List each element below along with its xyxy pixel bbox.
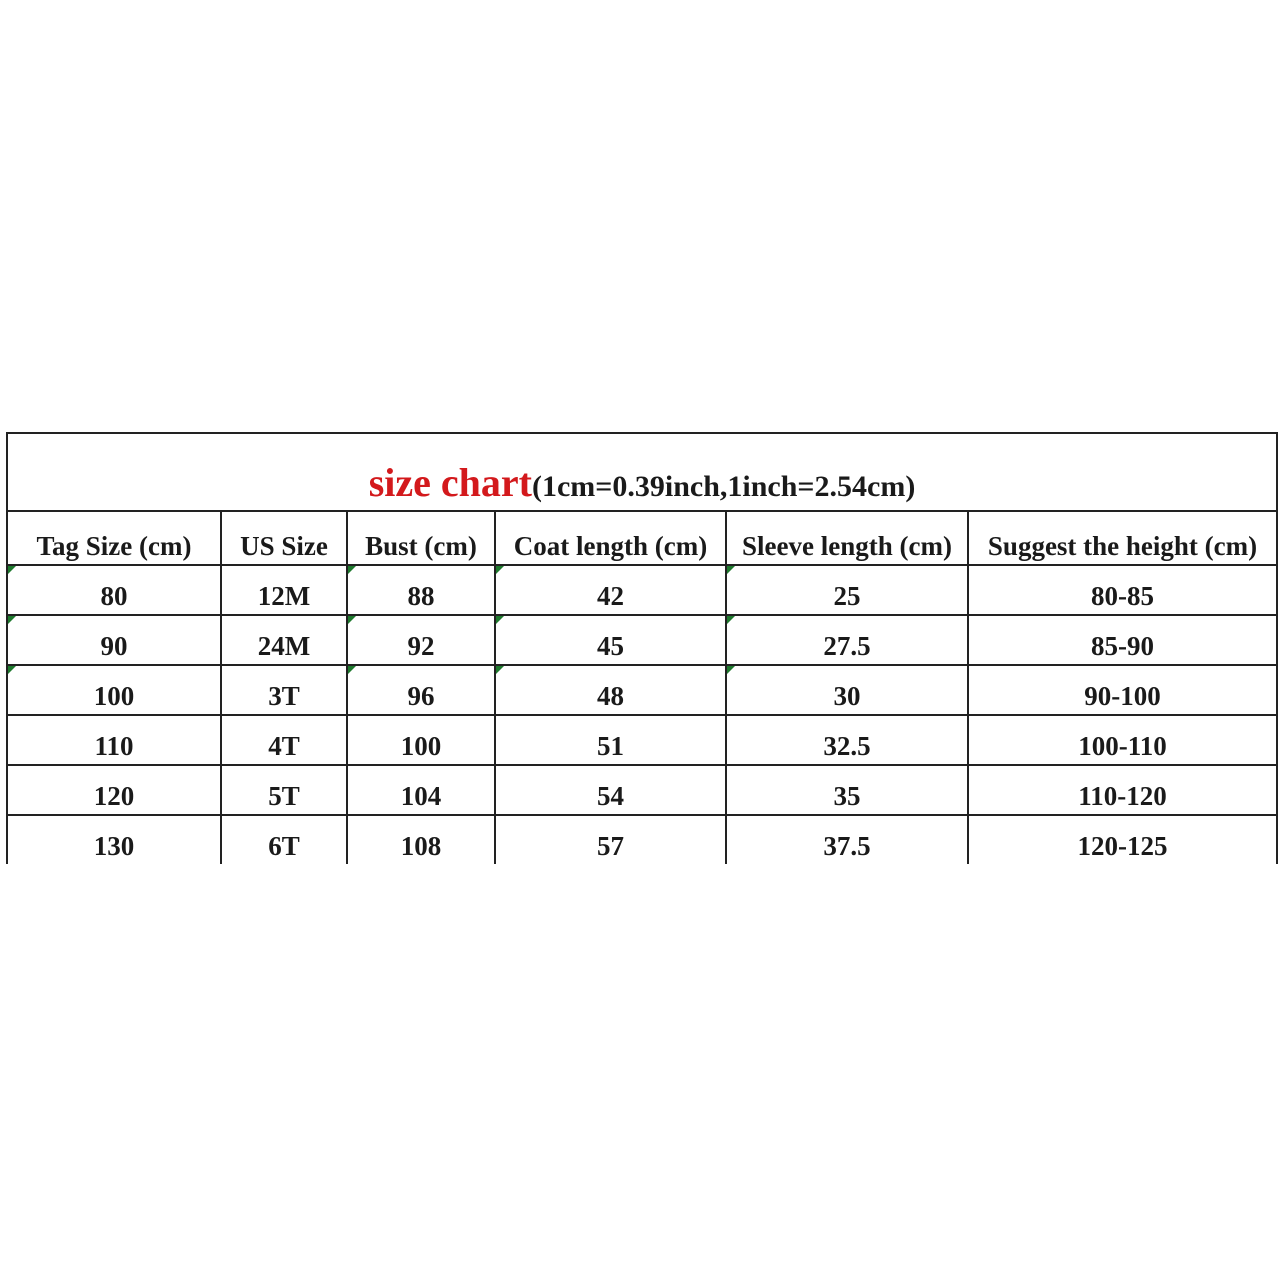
cell-tag-size: 100 (7, 665, 221, 715)
header-row (7, 511, 1277, 565)
cell-bust: 92 (347, 615, 495, 665)
cell-bust: 96 (347, 665, 495, 715)
cell-suggest-height: 80-85 (968, 565, 1277, 615)
cell-us-size: 5T (221, 765, 347, 815)
cell-sleeve-length: 37.5 (726, 815, 968, 864)
table-row (7, 615, 1277, 665)
cell-bust: 88 (347, 565, 495, 615)
header-tag-size: Tag Size (cm) (7, 511, 221, 565)
header-sleeve-length: Sleeve length (cm) (726, 511, 968, 565)
title-conversion-note: (1cm=0.39inch,1inch=2.54cm) (532, 470, 916, 503)
header-coat-length: Coat length (cm) (495, 511, 726, 565)
header-suggest-height: Suggest the height (cm) (968, 511, 1277, 565)
cell-us-size: 4T (221, 715, 347, 765)
header-bust: Bust (cm) (347, 511, 495, 565)
table-row (7, 565, 1277, 615)
cell-suggest-height: 100-110 (968, 715, 1277, 765)
title-main: size chart (368, 460, 532, 505)
cell-suggest-height: 120-125 (968, 815, 1277, 864)
cell-bust: 100 (347, 715, 495, 765)
cell-us-size: 3T (221, 665, 347, 715)
cell-coat-length: 42 (495, 565, 726, 615)
cell-us-size: 12M (221, 565, 347, 615)
cell-tag-size: 80 (7, 565, 221, 615)
cell-suggest-height: 110-120 (968, 765, 1277, 815)
table-row (7, 715, 1277, 765)
cell-sleeve-length: 32.5 (726, 715, 968, 765)
cell-coat-length: 51 (495, 715, 726, 765)
cell-sleeve-length: 30 (726, 665, 968, 715)
header-us-size: US Size (221, 511, 347, 565)
cell-tag-size: 90 (7, 615, 221, 665)
title-cell (7, 433, 1277, 511)
cell-sleeve-length: 25 (726, 565, 968, 615)
table-row (7, 815, 1277, 864)
cell-us-size: 6T (221, 815, 347, 864)
cell-us-size: 24M (221, 615, 347, 665)
cell-coat-length: 45 (495, 615, 726, 665)
cell-tag-size: 110 (7, 715, 221, 765)
cell-suggest-height: 90-100 (968, 665, 1277, 715)
cell-coat-length: 48 (495, 665, 726, 715)
cell-suggest-height: 85-90 (968, 615, 1277, 665)
table-row (7, 765, 1277, 815)
cell-tag-size: 130 (7, 815, 221, 864)
cell-bust: 104 (347, 765, 495, 815)
cell-coat-length: 54 (495, 765, 726, 815)
table-row (7, 665, 1277, 715)
cell-tag-size: 120 (7, 765, 221, 815)
size-chart-table (6, 432, 1278, 864)
cell-sleeve-length: 35 (726, 765, 968, 815)
cell-coat-length: 57 (495, 815, 726, 864)
cell-bust: 108 (347, 815, 495, 864)
title-row (7, 433, 1277, 511)
size-chart-sheet (6, 432, 1276, 864)
cell-sleeve-length: 27.5 (726, 615, 968, 665)
